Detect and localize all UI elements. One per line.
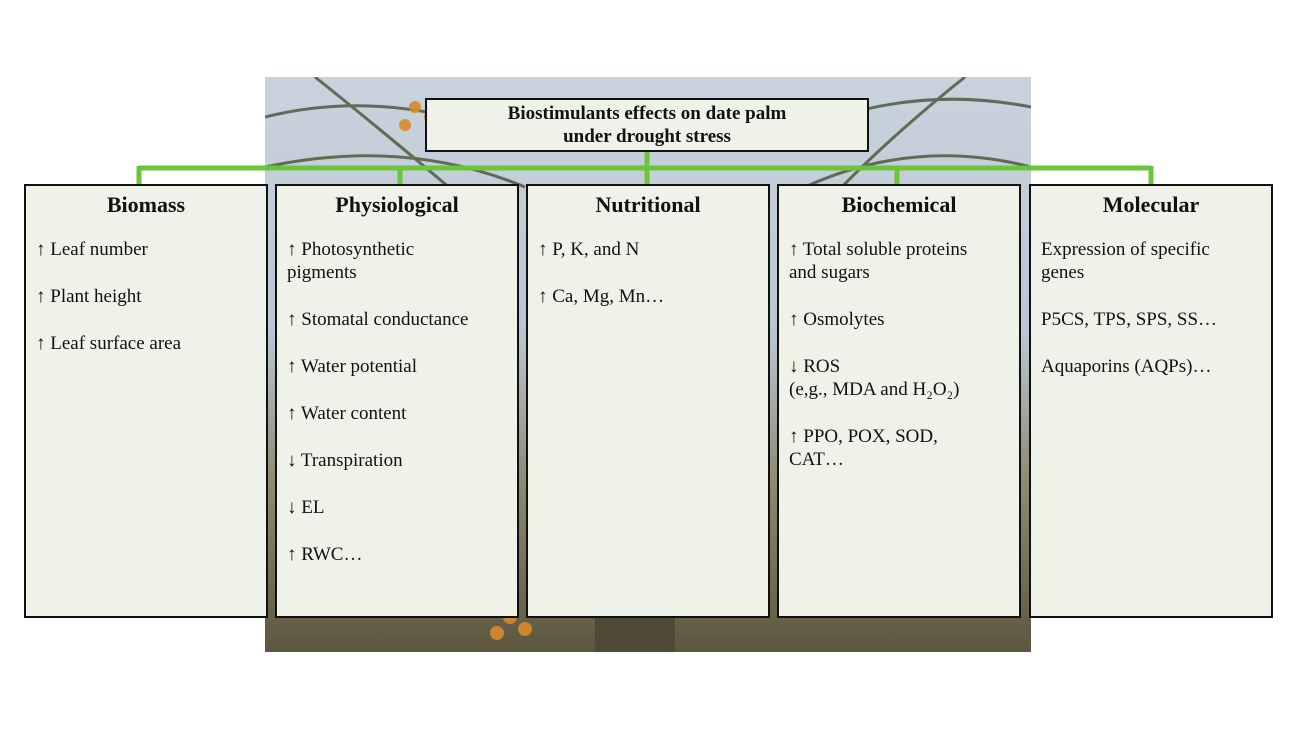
category-box-physiological <box>275 184 519 618</box>
effect-item: ↑ Leaf surface area <box>36 333 182 354</box>
effect-item: ↑ Leaf number <box>36 239 148 260</box>
effect-item: ↓ Transpiration <box>287 450 403 471</box>
category-box-nutritional <box>526 184 770 618</box>
category-title: Molecular <box>1102 192 1200 217</box>
category-title: Physiological <box>335 192 459 217</box>
effect-item: ↓ ROS (e,g., MDA and H₂O₂) <box>789 356 960 400</box>
diagram-title-box <box>425 98 869 152</box>
effect-item: ↑ Stomatal conductance <box>287 309 469 330</box>
effect-item: ↑ Plant height <box>36 286 142 307</box>
category-title: Biomass <box>106 192 186 217</box>
effect-item: ↑ Total soluble proteins and sugars <box>789 239 968 283</box>
effect-item: P5CS, TPS, SPS, SS… <box>1041 309 1218 330</box>
category-title: Nutritional <box>595 192 701 217</box>
effect-item: ↑ Water potential <box>287 356 418 377</box>
effect-item: ↑ RWC… <box>287 544 363 565</box>
category-box-molecular <box>1029 184 1273 618</box>
category-box-biochemical <box>777 184 1021 618</box>
effect-item: Expression of specific genes <box>1041 239 1210 283</box>
effect-item: ↑ PPO, POX, SOD, CAT… <box>789 426 938 470</box>
effect-item: ↑ Osmolytes <box>789 309 885 330</box>
diagram-title: Biostimulants effects on date palm under drought stress <box>507 103 787 147</box>
effect-item: ↑ Ca, Mg, Mn… <box>538 286 665 307</box>
effect-item: ↓ EL <box>287 497 325 518</box>
effect-item: ↑ P, K, and N <box>538 239 640 260</box>
category-box-biomass <box>24 184 268 618</box>
effect-item: Aquaporins (AQPs)… <box>1041 356 1212 377</box>
category-title: Biochemical <box>841 192 957 217</box>
effect-item: ↑ Water content <box>287 403 407 424</box>
effect-item: ↑ Photosynthetic pigments <box>287 239 415 283</box>
